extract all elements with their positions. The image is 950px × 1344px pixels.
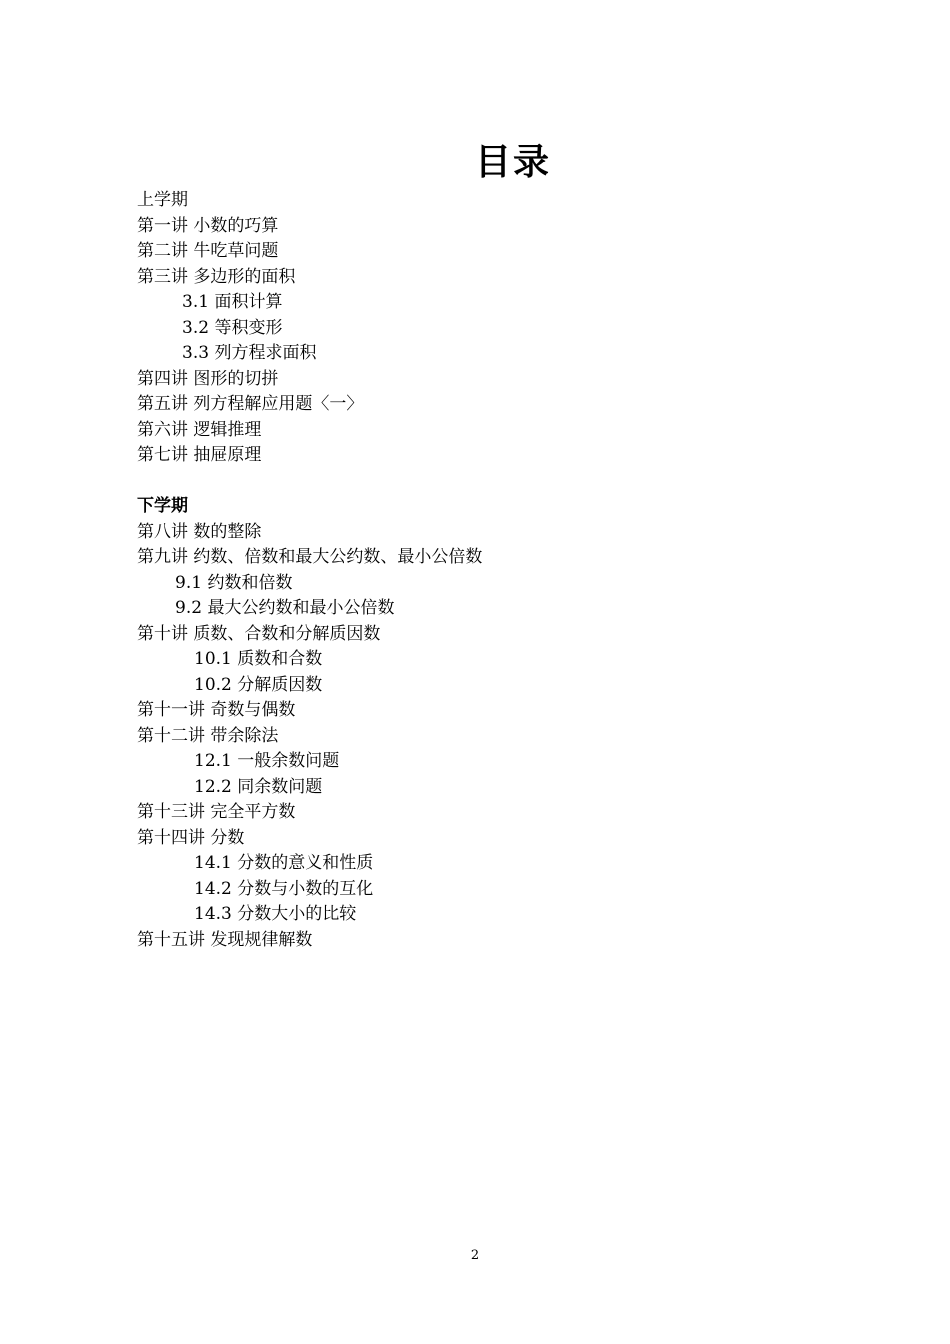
toc-subentry-3-1[interactable]: 3.1 面积计算 [182,292,283,312]
page-number: 2 [470,1248,480,1263]
toc-entry-lecture-8[interactable]: 第八讲 数的整除 [137,521,262,542]
toc-subentry-9-2[interactable]: 9.2 最大公约数和最小公倍数 [175,598,395,618]
toc-entry-lecture-2[interactable]: 第二讲 牛吃草问题 [137,241,279,261]
toc-entry-lecture-6[interactable]: 第六讲 逻辑推理 [137,419,262,440]
toc-entry-lecture-11[interactable]: 第十一讲 奇数与偶数 [137,700,296,720]
toc-entry-lecture-14[interactable]: 第十四讲 分数 [137,827,245,848]
page-title: 目录 [474,142,551,183]
toc-entry-lecture-9[interactable]: 第九讲 约数、倍数和最大公约数、最小公倍数 [137,547,483,567]
toc-subentry-9-1[interactable]: 9.1 约数和倍数 [175,572,293,593]
toc-subentry-10-1[interactable]: 10.1 质数和合数 [194,649,323,669]
toc-subentry-14-1[interactable]: 14.1 分数的意义和性质 [194,853,374,873]
toc-subentry-12-2[interactable]: 12.2 同余数问题 [194,776,323,797]
toc-entry-lecture-4[interactable]: 第四讲 图形的切拼 [137,368,279,389]
table-of-contents [137,188,837,953]
section-spacer [137,469,837,495]
semester-heading-first: 上学期 [137,190,188,210]
toc-entry-lecture-7[interactable]: 第七讲 抽屉原理 [137,445,262,465]
toc-subentry-3-2[interactable]: 3.2 等积变形 [182,317,283,338]
toc-entry-lecture-10[interactable]: 第十讲 质数、合数和分解质因数 [137,623,381,644]
toc-subentry-3-3[interactable]: 3.3 列方程求面积 [182,343,317,363]
toc-entry-lecture-1[interactable]: 第一讲 小数的巧算 [137,215,279,236]
semester-heading-second: 下学期 [137,496,188,516]
toc-entry-lecture-12[interactable]: 第十二讲 带余除法 [137,725,279,746]
toc-entry-lecture-15[interactable]: 第十五讲 发现规律解数 [137,929,313,950]
toc-entry-lecture-5[interactable]: 第五讲 列方程解应用题〈一〉 [137,394,364,414]
toc-subentry-14-2[interactable]: 14.2 分数与小数的互化 [194,878,374,899]
toc-entry-lecture-3[interactable]: 第三讲 多边形的面积 [137,266,296,287]
toc-entry-lecture-13[interactable]: 第十三讲 完全平方数 [137,802,296,822]
toc-subentry-10-2[interactable]: 10.2 分解质因数 [194,674,323,695]
toc-subentry-14-3[interactable]: 14.3 分数大小的比较 [194,904,357,924]
toc-subentry-12-1[interactable]: 12.1 一般余数问题 [194,751,340,771]
